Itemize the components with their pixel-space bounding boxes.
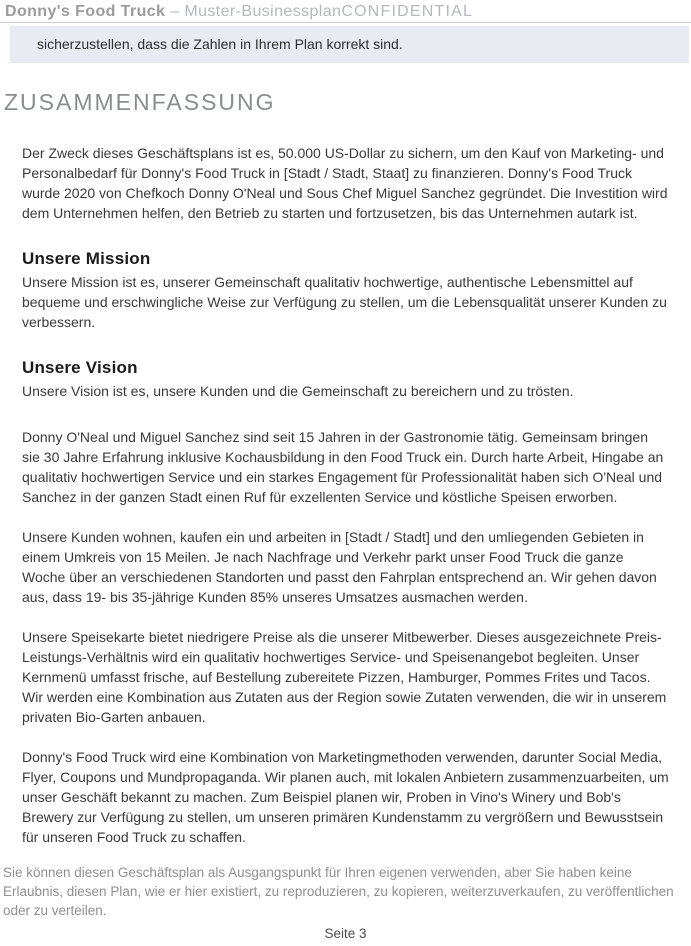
- customers-paragraph: Unsere Kunden wohnen, kaufen ein und arbeiten in [Stadt / Stadt] und den umliegenden Gebieten in einem Umkreis von 15 Meilen. Je nach Nachfrage und Verkehr parkt unser Food Truck die ganze Woche über an verschiedenen Standorten und passt den Fahrplan entsprechend an. Wir gehen davon aus, dass 19- bis 35-jährige Kunden 85% unseres Umsatzes ausmachen werden.: [22, 529, 657, 605]
- vision-heading: Unsere Vision: [22, 358, 138, 377]
- vision-paragraph: Unsere Vision ist es, unsere Kunden und die Gemeinschaft zu bereichern und zu trösten.: [22, 383, 574, 399]
- highlighted-sentence: [10, 26, 689, 63]
- highlighted-sentence-text: sicherzustellen, dass die Zahlen in Ihrem Plan korrekt sind.: [37, 36, 403, 52]
- page-number: Seite 3: [324, 926, 367, 941]
- document-title: Donny's Food Truck: [5, 3, 166, 20]
- confidential-label: CONFIDENTIAL: [341, 3, 474, 20]
- footer-disclaimer: Sie können diesen Geschäftsplan als Ausgangspunkt für Ihren eigenen verwenden, aber Sie haben keine Erlaubnis, diesen Plan, wie er hier existiert, zu reproduzieren, zu kopieren, weiterzuverkaufen, zu veröffentlichen oder zu verteilen.: [3, 865, 674, 918]
- summary-section-title: ZUSAMMENFASSUNG: [4, 89, 276, 115]
- team-paragraph: Donny O'Neal und Miguel Sanchez sind seit 15 Jahren in der Gastronomie tätig. Gemeinsam bringen sie 30 Jahre Erfahrung inklusive Kochausbildung in den Food Truck ein. Durch harte Arbeit, Hingabe an qualitativ hochwertigen Service und ein starkes Engagement für Professionalität haben sich O'Neal und Sanchez in der ganzen Stadt einen Ruf für exzellenten Service und köstliche Speisen erworben.: [22, 429, 664, 505]
- mission-heading: Unsere Mission: [22, 249, 151, 268]
- document-header: [0, 0, 691, 23]
- intro-paragraph: Der Zweck dieses Geschäftsplans ist es, 50.000 US-Dollar zu sichern, um den Kauf von Marketing- und Personalbedarf für Donny's Food Truck in [Stadt / Stadt, Staat] zu finanzieren. Donny's Food Truck wurde 2020 von Chefkoch Donny O'Neal und Sous Chef Miguel Sanchez gegründet. Die Investition wird dem Unternehmen helfen, den Betrieb zu starten und fortzusetzen, bis das Unternehmen autark ist.: [22, 145, 668, 221]
- menu-paragraph: Unsere Speisekarte bietet niedrigere Preise als die unserer Mitbewerber. Dieses ausgezeichnete Preis-Leistungs-Verhältnis wird ein qualitativ hochwertiges Service- und Speisenangebot begleiten. Unser Kernmenü umfasst frische, auf Bestellung zubereitete Pizzen, Hamburger, Pommes Frites und Tacos. Wir werden eine Kombination aus Zutaten aus der Region sowie Zutaten verwenden, die wir in unserem privaten Bio-Garten anbauen.: [22, 629, 667, 725]
- marketing-paragraph: Donny's Food Truck wird eine Kombination von Marketingmethoden verwenden, darunter Social Media, Flyer, Coupons und Mundpropaganda. Wir planen auch, mit lokalen Anbietern zusammenzuarbeiten, um unser Geschäft bekannt zu machen. Zum Beispiel planen wir, Proben in Vino's Winery und Bob's Brewery zur Verfügung zu stellen, um unseren primären Kundenstamm zu vergrößern und Bewusstsein für unseren Food Truck zu schaffen.: [22, 749, 669, 845]
- document-subtitle: – Muster-Businessplan: [165, 3, 342, 20]
- document-body: [22, 143, 669, 847]
- mission-paragraph: Unsere Mission ist es, unserer Gemeinschaft qualitativ hochwertige, authentische Lebensmittel auf bequeme und erschwingliche Weise zur Verfügung zu stellen, um die Lebensqualität unserer Kunden zu verbessern.: [22, 274, 667, 330]
